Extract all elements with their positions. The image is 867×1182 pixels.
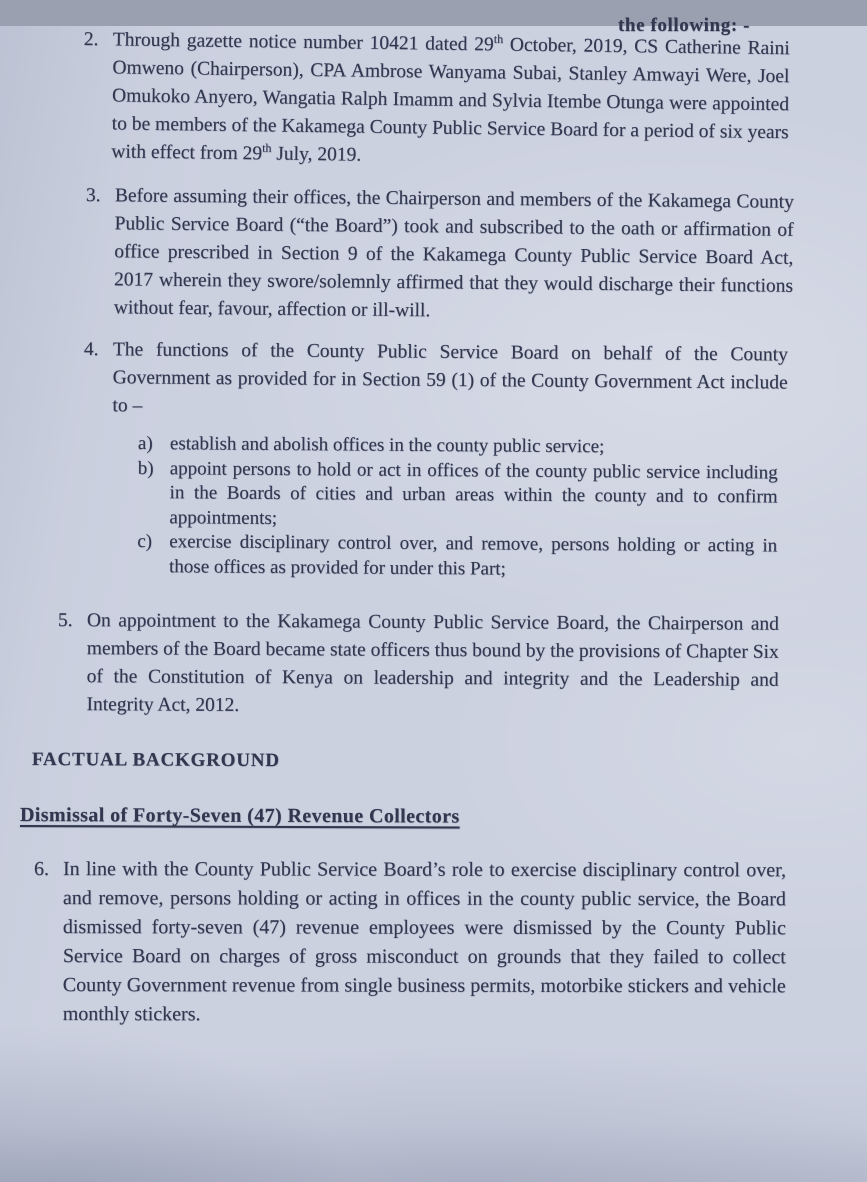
functions-sublist <box>137 432 778 583</box>
paragraph-3-text: Before assuming their offices, the Chairperson and members of the Kakamega County Public Service Board (“the Board”) took and subscribed to the oath or affirmation of office prescribed in Section 9 of the Kakamega County Public Service Board Act, 2017 wherein they swore/solemnly affirmed that they would discharge their functions without fear, favour, affection or ill-will. <box>113 185 794 322</box>
list-item-a-label: a) <box>137 432 153 455</box>
paragraph-5 <box>57 607 779 723</box>
list-item-a-text: establish and abolish offices in the county public service; <box>169 433 605 458</box>
list-item-b-text: appoint persons to hold or act in offices of the county public service including in the Boards of cities and urban areas within the county and to confirm appointments; <box>169 457 778 529</box>
paragraph-3 <box>85 182 794 329</box>
paragraph-2 <box>82 26 790 175</box>
paragraph-4-number: 4. <box>83 338 99 361</box>
list-item-c-text: exercise disciplinary control over, and remove, persons holding or acting in those offices as provided for under this Part; <box>168 531 778 580</box>
heading-dismissal-revenue-collectors: Dismissal of Forty-Seven (47) Revenue Collectors <box>19 804 460 828</box>
paragraph-3-number: 3. <box>85 184 101 207</box>
paragraph-6-text: In line with the County Public Service Board’s role to exercise disciplinary control over, and remove, persons holding or acting in offices in the county public service, the Board dismissed forty-seven (47) revenue employees were dismissed by the County Public Service Board on charges of gross misconduct on grounds that they failed to collect County Government revenue from single business permits, motorbike stickers and vehicle monthly stickers. <box>62 858 786 1026</box>
heading-factual-background: FACTUAL BACKGROUND <box>31 749 280 772</box>
paragraph-2-number: 2. <box>83 28 99 51</box>
paragraph-5-number: 5. <box>57 609 73 632</box>
paragraph-4 <box>83 336 788 426</box>
scanned-document-page <box>0 15 867 1182</box>
list-item-b-label: b) <box>137 457 154 479</box>
list-item-c-label: c) <box>137 530 153 553</box>
paragraph-5-text: On appointment to the Kakamega County Public Service Board, the Chairperson and members of the Board became state officers thus bound by the provisions of Chapter Six of the Constitution of Kenya on leadership and integrity and the Leadership and Integrity Act, 2012. <box>86 610 779 716</box>
paragraph-2-segment: July, 2019. <box>271 143 362 166</box>
list-item-c <box>137 530 777 583</box>
paragraph-4-text: The functions of the County Public Service Board on behalf of the County Government as provided for in Section 59 (1) of the County Government Act include to – <box>112 339 788 417</box>
paragraph-2-segment: Through gazette notice number 10421 dated 29 <box>112 29 494 56</box>
list-item-b <box>137 456 777 534</box>
paragraph-6-number: 6. <box>33 858 49 881</box>
paragraph-6 <box>34 855 786 1030</box>
ordinal-superscript: th <box>262 140 272 155</box>
ordinal-superscript: th <box>493 31 504 46</box>
paragraph-2-text <box>111 26 790 175</box>
paragraph-2-segment: October, 2019, CS Catherine Raini Omweno (Chairperson), CPA Ambrose Wanyama Subai, Stanley Amwayi Were, Joel Omukoko Anyero, Wangatia Ralph Imamm and Sylvia Itembe Otunga were appointed to be members of the Kakamega County Public Service Board for a period of six years with effect from 29 <box>111 34 790 165</box>
cutoff-top-line: the following: - <box>618 15 751 36</box>
